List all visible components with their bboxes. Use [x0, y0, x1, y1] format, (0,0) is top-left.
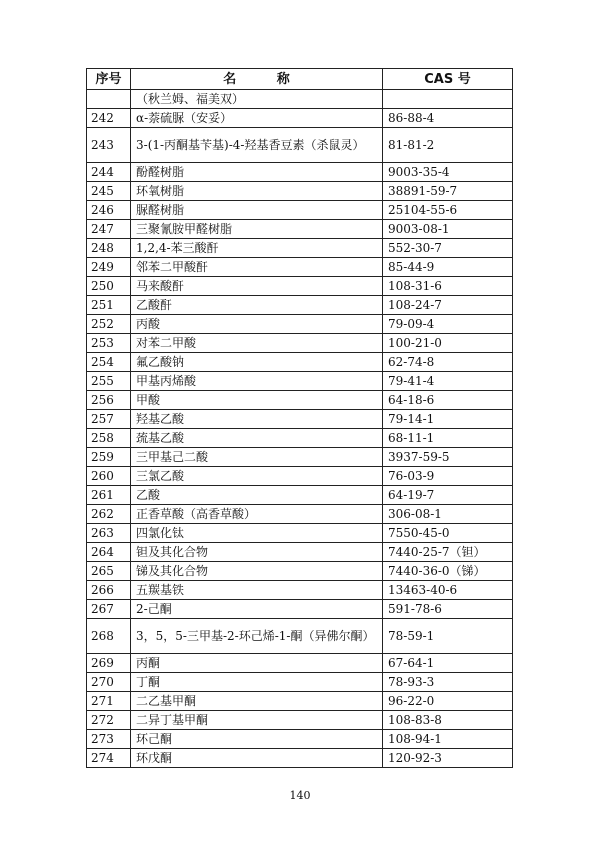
row-chemical-name: 钽及其化合物: [131, 543, 383, 562]
table-row: [87, 673, 513, 692]
row-cas-number: 9003-08-1: [383, 220, 513, 239]
row-cas-number: 96-22-0: [383, 692, 513, 711]
table-row: [87, 749, 513, 768]
row-chemical-name: 三氯乙酸: [131, 467, 383, 486]
row-chemical-name: 3-(1-丙酮基苄基)-4-羟基香豆素（杀鼠灵）: [131, 128, 383, 163]
row-chemical-name: 二乙基甲酮: [131, 692, 383, 711]
row-cas-number: 13463-40-6: [383, 581, 513, 600]
row-chemical-name: 环氧树脂: [131, 182, 383, 201]
table-row: [87, 619, 513, 654]
table-row: [87, 505, 513, 524]
row-cas-number: 7440-25-7（钽）: [383, 543, 513, 562]
row-serial-number: 254: [87, 353, 131, 372]
row-serial-number: 247: [87, 220, 131, 239]
table-row: [87, 296, 513, 315]
row-serial-number: 272: [87, 711, 131, 730]
row-cas-number: 85-44-9: [383, 258, 513, 277]
row-serial-number: 268: [87, 619, 131, 654]
row-chemical-name: 五羰基铁: [131, 581, 383, 600]
table-row-continuation: [87, 90, 513, 109]
row-serial-number: 273: [87, 730, 131, 749]
row-serial-number: 246: [87, 201, 131, 220]
table-row: [87, 410, 513, 429]
table-row: [87, 448, 513, 467]
table-row: [87, 163, 513, 182]
row-serial-number: 269: [87, 654, 131, 673]
row-cas-number: 7440-36-0（锑）: [383, 562, 513, 581]
table-row: [87, 486, 513, 505]
row-cas-number: 108-83-8: [383, 711, 513, 730]
row-cas-number: 9003-35-4: [383, 163, 513, 182]
row-serial-number: 255: [87, 372, 131, 391]
table-row: [87, 220, 513, 239]
row-cas-number: 25104-55-6: [383, 201, 513, 220]
table-row: [87, 581, 513, 600]
row-cas-number: 78-93-3: [383, 673, 513, 692]
table-row: [87, 182, 513, 201]
row-chemical-name: （秋兰姆、福美双）: [131, 90, 383, 109]
row-cas-number: 78-59-1: [383, 619, 513, 654]
row-chemical-name: 2-己酮: [131, 600, 383, 619]
table-row: [87, 201, 513, 220]
row-chemical-name: 脲醛树脂: [131, 201, 383, 220]
row-serial-number: 264: [87, 543, 131, 562]
header-cas-number: CAS 号: [383, 69, 513, 90]
row-cas-number: 552-30-7: [383, 239, 513, 258]
row-cas-number: 100-21-0: [383, 334, 513, 353]
row-serial-number: 250: [87, 277, 131, 296]
header-name: 名 称: [131, 69, 383, 90]
table-row: [87, 277, 513, 296]
row-serial-number: 258: [87, 429, 131, 448]
table-row: [87, 239, 513, 258]
row-serial-number: 266: [87, 581, 131, 600]
cas-table: [86, 68, 513, 768]
row-serial-number: 244: [87, 163, 131, 182]
row-serial-number: 261: [87, 486, 131, 505]
row-serial-number: 257: [87, 410, 131, 429]
table-row: [87, 109, 513, 128]
row-cas-number: 79-14-1: [383, 410, 513, 429]
row-cas-number: 38891-59-7: [383, 182, 513, 201]
row-chemical-name: 正香草酸（高香草酸）: [131, 505, 383, 524]
table-row: [87, 711, 513, 730]
row-cas-number: 591-78-6: [383, 600, 513, 619]
table-row: [87, 562, 513, 581]
row-chemical-name: 环己酮: [131, 730, 383, 749]
row-serial-number: 256: [87, 391, 131, 410]
row-cas-number: [383, 90, 513, 109]
row-serial-number: 243: [87, 128, 131, 163]
table-row: [87, 391, 513, 410]
row-serial-number: 249: [87, 258, 131, 277]
row-chemical-name: 甲酸: [131, 391, 383, 410]
table-header-row: [87, 69, 513, 90]
row-cas-number: 3937-59-5: [383, 448, 513, 467]
row-serial-number: 270: [87, 673, 131, 692]
row-serial-number: 253: [87, 334, 131, 353]
table-row: [87, 128, 513, 163]
row-cas-number: 108-94-1: [383, 730, 513, 749]
table-row: [87, 654, 513, 673]
row-chemical-name: 丁酮: [131, 673, 383, 692]
row-chemical-name: 丙酸: [131, 315, 383, 334]
row-chemical-name: 巯基乙酸: [131, 429, 383, 448]
row-chemical-name: 锑及其化合物: [131, 562, 383, 581]
table-row: [87, 524, 513, 543]
row-cas-number: 108-31-6: [383, 277, 513, 296]
row-chemical-name: 三甲基己二酸: [131, 448, 383, 467]
table-row: [87, 692, 513, 711]
row-chemical-name: 氟乙酸钠: [131, 353, 383, 372]
page-number: 140: [289, 789, 311, 802]
row-chemical-name: 1,2,4-苯三酸酐: [131, 239, 383, 258]
table-row: [87, 315, 513, 334]
row-cas-number: 120-92-3: [383, 749, 513, 768]
row-chemical-name: α-萘硫脲（安妥）: [131, 109, 383, 128]
table-row: [87, 730, 513, 749]
row-cas-number: 79-41-4: [383, 372, 513, 391]
row-chemical-name: 乙酸: [131, 486, 383, 505]
row-chemical-name: 四氯化钛: [131, 524, 383, 543]
table-row: [87, 353, 513, 372]
row-chemical-name: 乙酸酐: [131, 296, 383, 315]
row-cas-number: 306-08-1: [383, 505, 513, 524]
row-serial-number: 267: [87, 600, 131, 619]
row-chemical-name: 丙酮: [131, 654, 383, 673]
row-cas-number: 7550-45-0: [383, 524, 513, 543]
table-row: [87, 600, 513, 619]
row-chemical-name: 对苯二甲酸: [131, 334, 383, 353]
row-serial-number: 263: [87, 524, 131, 543]
row-chemical-name: 马来酸酐: [131, 277, 383, 296]
row-chemical-name: 环戊酮: [131, 749, 383, 768]
row-chemical-name: 酚醛树脂: [131, 163, 383, 182]
table-row: [87, 429, 513, 448]
row-serial-number: 271: [87, 692, 131, 711]
row-cas-number: 62-74-8: [383, 353, 513, 372]
row-cas-number: 81-81-2: [383, 128, 513, 163]
table-row: [87, 467, 513, 486]
row-serial-number: 259: [87, 448, 131, 467]
row-serial-number: 274: [87, 749, 131, 768]
row-serial-number: 248: [87, 239, 131, 258]
row-chemical-name: 二异丁基甲酮: [131, 711, 383, 730]
row-cas-number: 68-11-1: [383, 429, 513, 448]
row-serial-number: 251: [87, 296, 131, 315]
row-serial-number: 242: [87, 109, 131, 128]
row-chemical-name: 甲基丙烯酸: [131, 372, 383, 391]
table-row: [87, 372, 513, 391]
row-serial-number: 252: [87, 315, 131, 334]
row-serial-number: 260: [87, 467, 131, 486]
row-serial-number: [87, 90, 131, 109]
row-chemical-name: 三聚氰胺甲醛树脂: [131, 220, 383, 239]
row-chemical-name: 3，5，5-三甲基-2-环己烯-1-酮（异佛尔酮）: [131, 619, 383, 654]
row-cas-number: 79-09-4: [383, 315, 513, 334]
table-row: [87, 334, 513, 353]
table-row: [87, 543, 513, 562]
row-serial-number: 245: [87, 182, 131, 201]
row-cas-number: 76-03-9: [383, 467, 513, 486]
row-chemical-name: 邻苯二甲酸酐: [131, 258, 383, 277]
header-serial-number: 序号: [87, 69, 131, 90]
row-serial-number: 262: [87, 505, 131, 524]
row-cas-number: 108-24-7: [383, 296, 513, 315]
row-cas-number: 86-88-4: [383, 109, 513, 128]
row-cas-number: 64-19-7: [383, 486, 513, 505]
row-cas-number: 64-18-6: [383, 391, 513, 410]
row-chemical-name: 羟基乙酸: [131, 410, 383, 429]
row-cas-number: 67-64-1: [383, 654, 513, 673]
table-row: [87, 258, 513, 277]
row-serial-number: 265: [87, 562, 131, 581]
